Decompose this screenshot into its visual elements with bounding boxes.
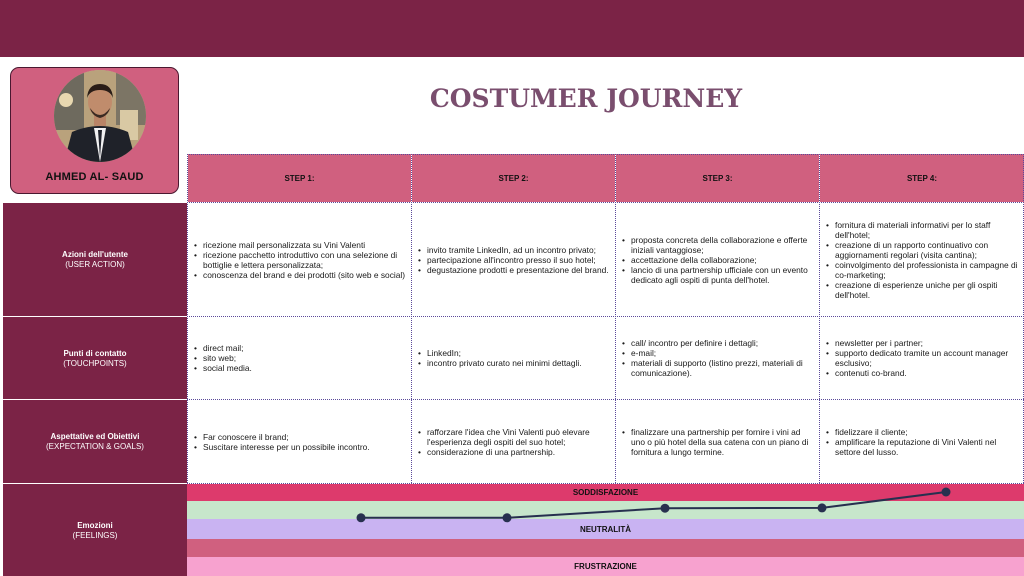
list-item: • fidelizzare il cliente; <box>826 427 1020 437</box>
list-item: • call/ incontro per definire i dettagli; <box>622 338 815 348</box>
band-upper-neutral <box>187 501 1024 519</box>
list-item: • degustazione prodotti e presentazione del brand. <box>418 265 611 275</box>
row-header-sublabel: (USER ACTION) <box>65 260 125 269</box>
step-header-2: STEP 2: <box>412 154 615 202</box>
grid-line <box>187 154 188 483</box>
list-item: • finalizzare una partnership per fornire i vini ad uno o più hotel della sua catena con un piano di fornitura a lungo termine. <box>622 427 815 457</box>
row-header-sublabel: (TOUCHPOINTS) <box>63 358 127 368</box>
band-satisfaction: SODDISFAZIONE <box>187 484 1024 501</box>
persona-name: AHMED AL- SAUD <box>45 171 144 183</box>
list-item: • invito tramite LinkedIn, ad un incontro privato; <box>418 245 611 255</box>
list-item: • contenuti co-brand. <box>826 368 1020 378</box>
list-item: • materiali di supporto (listino prezzi, materiali di comunicazione). <box>622 358 815 378</box>
list-item: • creazione di un rapporto continuativo con aggiornamenti regolari (visita cantina); <box>826 240 1020 260</box>
cell-expectations-step-2 <box>412 400 615 483</box>
step-header-3: STEP 3: <box>616 154 819 202</box>
grid-line <box>187 316 1024 317</box>
grid-line <box>187 154 1024 155</box>
list-item: • incontro privato curato nei minimi dettagli. <box>418 358 611 368</box>
list-item: • social media. <box>194 363 407 373</box>
list-item: • direct mail; <box>194 343 407 353</box>
cell-expectations-step-1 <box>188 400 411 483</box>
step-header-1: STEP 1: <box>188 154 411 202</box>
grid-line <box>615 154 616 483</box>
list-item: • Suscitare interesse per un possibile incontro. <box>194 442 407 452</box>
row-header-label: Punti di contatto <box>63 348 127 358</box>
cell-touchpoints-step-4 <box>820 317 1024 399</box>
cell-expectations-step-3 <box>616 400 819 483</box>
row-header-emotions <box>3 484 187 576</box>
list-item: • fornitura di materiali informativi per lo staff dell'hotel; <box>826 220 1020 240</box>
list-item: • creazione di esperienze uniche per gli ospiti dell'hotel. <box>826 280 1020 300</box>
grid-line <box>819 154 820 483</box>
list-item: • accettazione della collaborazione; <box>622 255 815 265</box>
list-item: • Far conoscere il brand; <box>194 432 407 442</box>
list-item: • LinkedIn; <box>418 348 611 358</box>
grid-line <box>187 399 1024 400</box>
band-frustration: FRUSTRAZIONE <box>187 557 1024 576</box>
list-item: • supporto dedicato tramite un account manager esclusivo; <box>826 348 1020 368</box>
list-item: • rafforzare l'idea che Vini Valenti può elevare l'esperienza degli ospiti del suo hotel; <box>418 427 611 447</box>
band-neutrality: NEUTRALITÀ <box>187 519 1024 539</box>
row-header-label: Azioni dell'utente <box>62 250 128 259</box>
cell-user-action-step-1 <box>188 203 411 316</box>
row-header-label: Aspettative ed Obiettivi <box>50 432 140 441</box>
cell-touchpoints-step-2 <box>412 317 615 399</box>
list-item: • newsletter per i partner; <box>826 338 1020 348</box>
row-header-user-action <box>3 203 187 316</box>
cell-user-action-step-4 <box>820 203 1024 316</box>
list-item: • considerazione di una partnership. <box>418 447 611 457</box>
list-item: • coinvolgimento del professionista in campagne di co-marketing; <box>826 260 1020 280</box>
top-banner <box>0 0 1024 57</box>
page-title: COSTUMER JOURNEY <box>429 84 743 113</box>
cell-user-action-step-3 <box>616 203 819 316</box>
list-item: • ricezione mail personalizzata su Vini Valenti <box>194 240 407 250</box>
list-item: • amplificare la reputazione di Vini Valenti nel settore del lusso. <box>826 437 1020 457</box>
list-item: • e-mail; <box>622 348 815 358</box>
row-header-touchpoints <box>3 317 187 399</box>
cell-user-action-step-2 <box>412 203 615 316</box>
band-lower-neutral <box>187 539 1024 557</box>
list-item: • proposta concreta della collaborazione e offerte iniziali vantaggiose; <box>622 235 815 255</box>
row-header-label: Emozioni <box>77 520 113 530</box>
list-item: • sito web; <box>194 353 407 363</box>
cell-expectations-step-4 <box>820 400 1024 483</box>
list-item: • lancio di una partnership ufficiale con un evento dedicato agli ospiti di punta dell'hotel. <box>622 265 815 285</box>
list-item: • partecipazione all'incontro presso il suo hotel; <box>418 255 611 265</box>
cell-touchpoints-step-1 <box>188 317 411 399</box>
step-header-4: STEP 4: <box>820 154 1024 202</box>
cell-touchpoints-step-3 <box>616 317 819 399</box>
list-item: • conoscenza del brand e dei prodotti (sito web e social) <box>194 270 407 280</box>
list-item: • ricezione pacchetto introduttivo con una selezione di bottiglie e lettera personalizzata; <box>194 250 407 270</box>
row-header-sublabel: (FEELINGS) <box>72 530 118 540</box>
row-header-sublabel: (EXPECTATION & GOALS) <box>46 442 144 451</box>
row-header-expectations <box>3 400 187 483</box>
grid-line <box>187 202 1024 203</box>
grid-line <box>411 154 412 483</box>
